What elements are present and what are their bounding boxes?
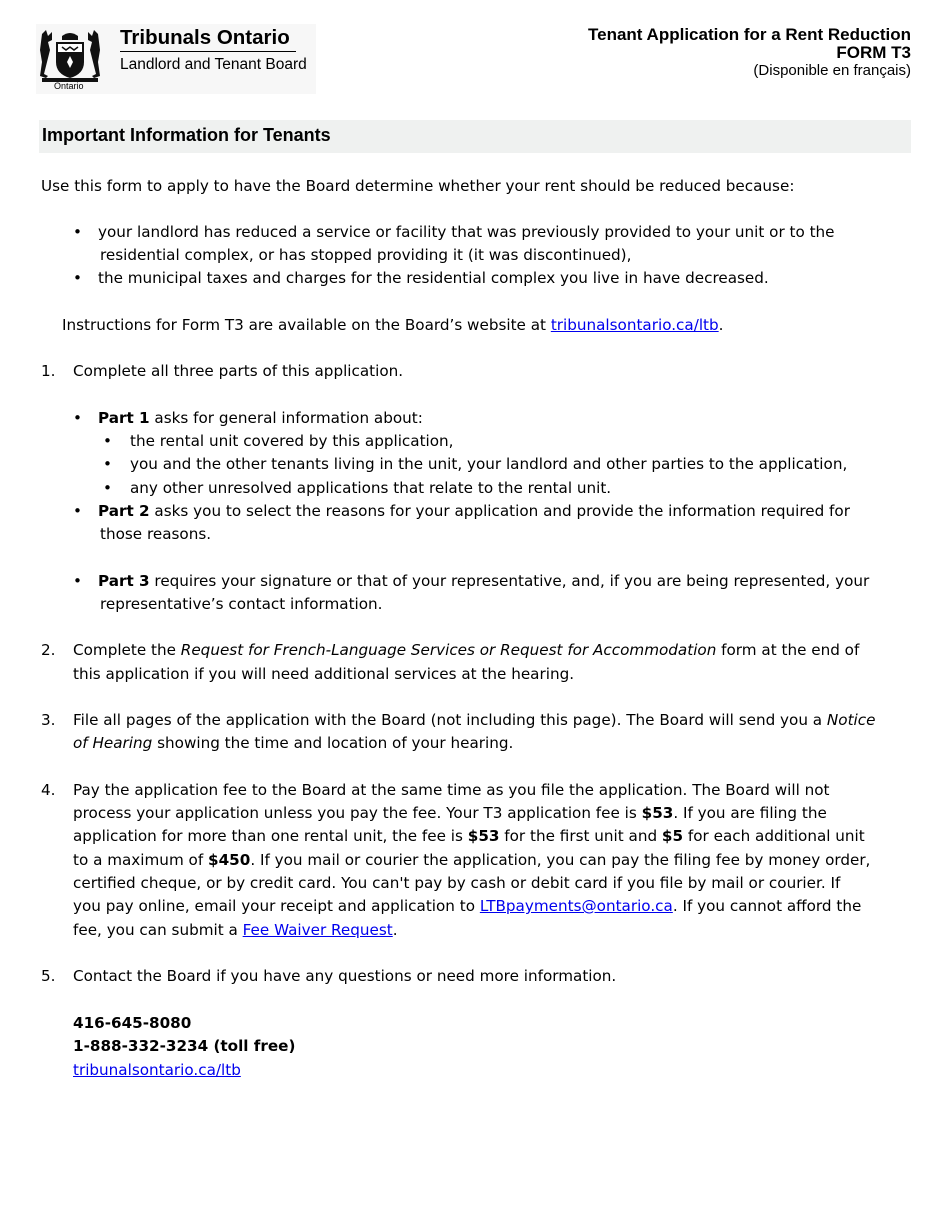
step-2-number: 2. xyxy=(41,641,56,659)
bullet-icon: • xyxy=(73,269,82,287)
phone-local: 416-645-8080 xyxy=(73,1014,192,1032)
step-5-text: Contact the Board if you have any questions or need more information. xyxy=(73,967,617,985)
step-5-number: 5. xyxy=(41,967,56,985)
fee-waiver-link[interactable]: Fee Waiver Request xyxy=(242,921,393,939)
org-name: Tribunals Ontario xyxy=(120,26,290,49)
contact-website-link[interactable]: tribunalsontario.ca/ltb xyxy=(73,1061,241,1079)
part-1-sub-1: the rental unit covered by this application, xyxy=(130,432,454,450)
bullet-icon: • xyxy=(73,409,82,427)
step-1-number: 1. xyxy=(41,362,56,380)
reason-2: the municipal taxes and charges for the residential complex you live in have decreased. xyxy=(98,269,769,287)
form-title: Tenant Application for a Rent Reduction xyxy=(588,25,911,44)
page-header xyxy=(0,0,950,100)
org-subtitle: Landlord and Tenant Board xyxy=(120,56,307,73)
instructions-line: Instructions for Form T3 are available on the Board’s website at tribunalsontario.ca/ltb. xyxy=(62,316,724,334)
reason-1-line-1: your landlord has reduced a service or facility that was previously provided to your unit or to the xyxy=(98,223,835,241)
step-2-line-1: Complete the Request for French-Language Services or Request for Accommodation form at the end of xyxy=(73,641,860,659)
bullet-icon: • xyxy=(73,572,82,590)
step-4-line-2: process your application unless you pay the fee. Your T3 application fee is $53. If you are filing the xyxy=(73,804,827,822)
part-1-sub-3: any other unresolved applications that relate to the rental unit. xyxy=(130,479,612,497)
step-4-line-4: to a maximum of $450. If you mail or courier the application, you can pay the filing fee by money order, xyxy=(73,851,871,869)
step-4-number: 4. xyxy=(41,781,56,799)
section-heading xyxy=(39,120,911,153)
part-3-line-2: representative’s contact information. xyxy=(100,595,383,613)
section-title: Important Information for Tenants xyxy=(42,125,331,145)
step-4-line-3: application for more than one rental unit, the fee is $53 for the first unit and $5 for each additional unit xyxy=(73,827,865,845)
part-3-line: Part 3 requires your signature or that of your representative, and, if you are being represented, your xyxy=(98,572,870,590)
email-link[interactable]: LTBpayments@ontario.ca xyxy=(479,897,673,915)
step-3-number: 3. xyxy=(41,711,56,729)
step-3-line-1: File all pages of the application with the Board (not including this page). The Board will send you a Notice xyxy=(73,711,876,729)
step-4-line-7: fee, you can submit a Fee Waiver Request. xyxy=(73,921,398,939)
part-1-line: Part 1 asks for general information about: xyxy=(98,409,423,427)
part-1-sub-2: you and the other tenants living in the unit, your landlord and other parties to the application, xyxy=(130,455,848,473)
part-2-line-2: those reasons. xyxy=(100,525,212,543)
contact-website xyxy=(73,1060,241,1080)
reason-1-line-2: residential complex, or has stopped providing it (it was discontinued), xyxy=(100,246,632,264)
bullet-icon: • xyxy=(73,223,82,241)
bullet-icon: • xyxy=(103,432,112,450)
french-note: (Disponible en français) xyxy=(753,62,911,79)
form-number: FORM T3 xyxy=(836,43,911,62)
step-4-line-1: Pay the application fee to the Board at the same time as you file the application. The Board will not xyxy=(73,781,830,799)
org-divider xyxy=(120,51,296,52)
step-4-line-6: you pay online, email your receipt and application to LTBpayments@ontario.ca. If you cannot afford the xyxy=(73,897,862,915)
form-title-block xyxy=(588,26,911,80)
bullet-icon: • xyxy=(73,502,82,520)
step-1-text: Complete all three parts of this application. xyxy=(73,362,404,380)
bullet-icon: • xyxy=(103,479,112,497)
crest-label: Ontario xyxy=(54,81,84,91)
tribunals-logo xyxy=(36,24,316,94)
website-link[interactable]: tribunalsontario.ca/ltb xyxy=(550,316,719,334)
step-3-line-2: of Hearing showing the time and location of your hearing. xyxy=(73,734,514,752)
phone-toll-free: 1-888-332-3234 (toll free) xyxy=(73,1037,296,1055)
step-2-line-2: this application if you will need additional services at the hearing. xyxy=(73,665,575,683)
intro-text: Use this form to apply to have the Board determine whether your rent should be reduced because: xyxy=(41,177,795,195)
part-2-line: Part 2 asks you to select the reasons for your application and provide the information required for xyxy=(98,502,850,520)
step-4-line-5: certified cheque, or by credit card. You can't pay by cash or debit card if you file by mail or courier. If xyxy=(73,874,841,892)
bullet-icon: • xyxy=(103,455,112,473)
